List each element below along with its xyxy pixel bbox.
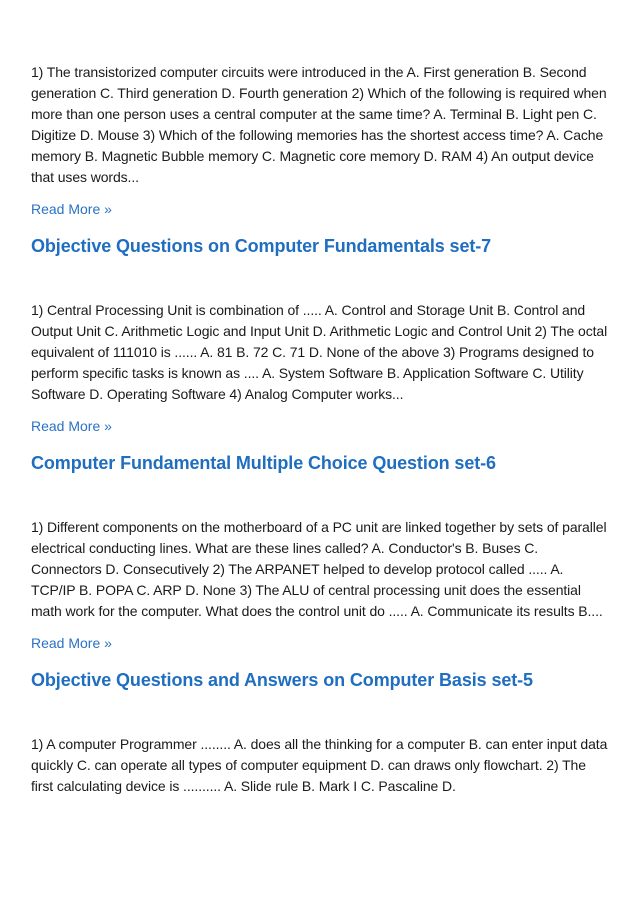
read-more-link[interactable]: Read More » <box>31 418 112 434</box>
read-more-link[interactable]: Read More » <box>31 201 112 217</box>
post-excerpt: 1) Central Processing Unit is combination of ..... A. Control and Storage Unit B. Control and Output Unit C. Arithmetic Logic and Input Unit D. Arithmetic Logic and Control Unit 2) The octal equivalent of 111010 is ...... A. 81 B. 72 C. 71 D. None of the above 3) Programs designed to perform specific tasks is known as .... A. System Software B. Application Software C. Utility Software D. Operating Software 4) Analog Computer works... <box>31 302 608 402</box>
post-excerpt: 1) The transistorized computer circuits were introduced in the A. First generation B. Second generation C. Third generation D. Fourth generation 2) Which of the following is required when more than one person uses a central computer at the same time? A. Terminal B. Light pen C. Digitize D. Mouse 3) Which of the following memories has the shortest access time? A. Cache memory B. Magnetic Bubble memory C. Magnetic core memory D. RAM 4) An output device that uses words... <box>31 64 607 185</box>
read-more-link[interactable]: Read More » <box>31 635 112 651</box>
post-title[interactable]: Computer Fundamental Multiple Choice Question set-6 <box>31 453 496 473</box>
post-title[interactable]: Objective Questions and Answers on Computer Basis set-5 <box>31 670 533 690</box>
post-excerpt: 1) A computer Programmer ........ A. does all the thinking for a computer B. can enter input data quickly C. can operate all types of computer equipment D. can draws only flowchart. 2) The first calculating device is .......... A. Slide rule B. Mark I C. Pascaline D. <box>31 736 608 794</box>
post-excerpt: 1) Different components on the motherboard of a PC unit are linked together by sets of parallel electrical conducting lines. What are these lines called? A. Conductor's B. Buses C. Connectors D. Consecutively 2) The ARPANET helped to develop protocol called ..... A. TCP/IP B. POPA C. ARP D. None 3) The ALU of central processing unit does the essential math work for the computer. What does the control unit do ..... A. Communicate its results B.... <box>31 519 607 619</box>
post-title[interactable]: Objective Questions on Computer Fundamentals set-7 <box>31 236 492 256</box>
blog-post-list <box>31 62 611 797</box>
